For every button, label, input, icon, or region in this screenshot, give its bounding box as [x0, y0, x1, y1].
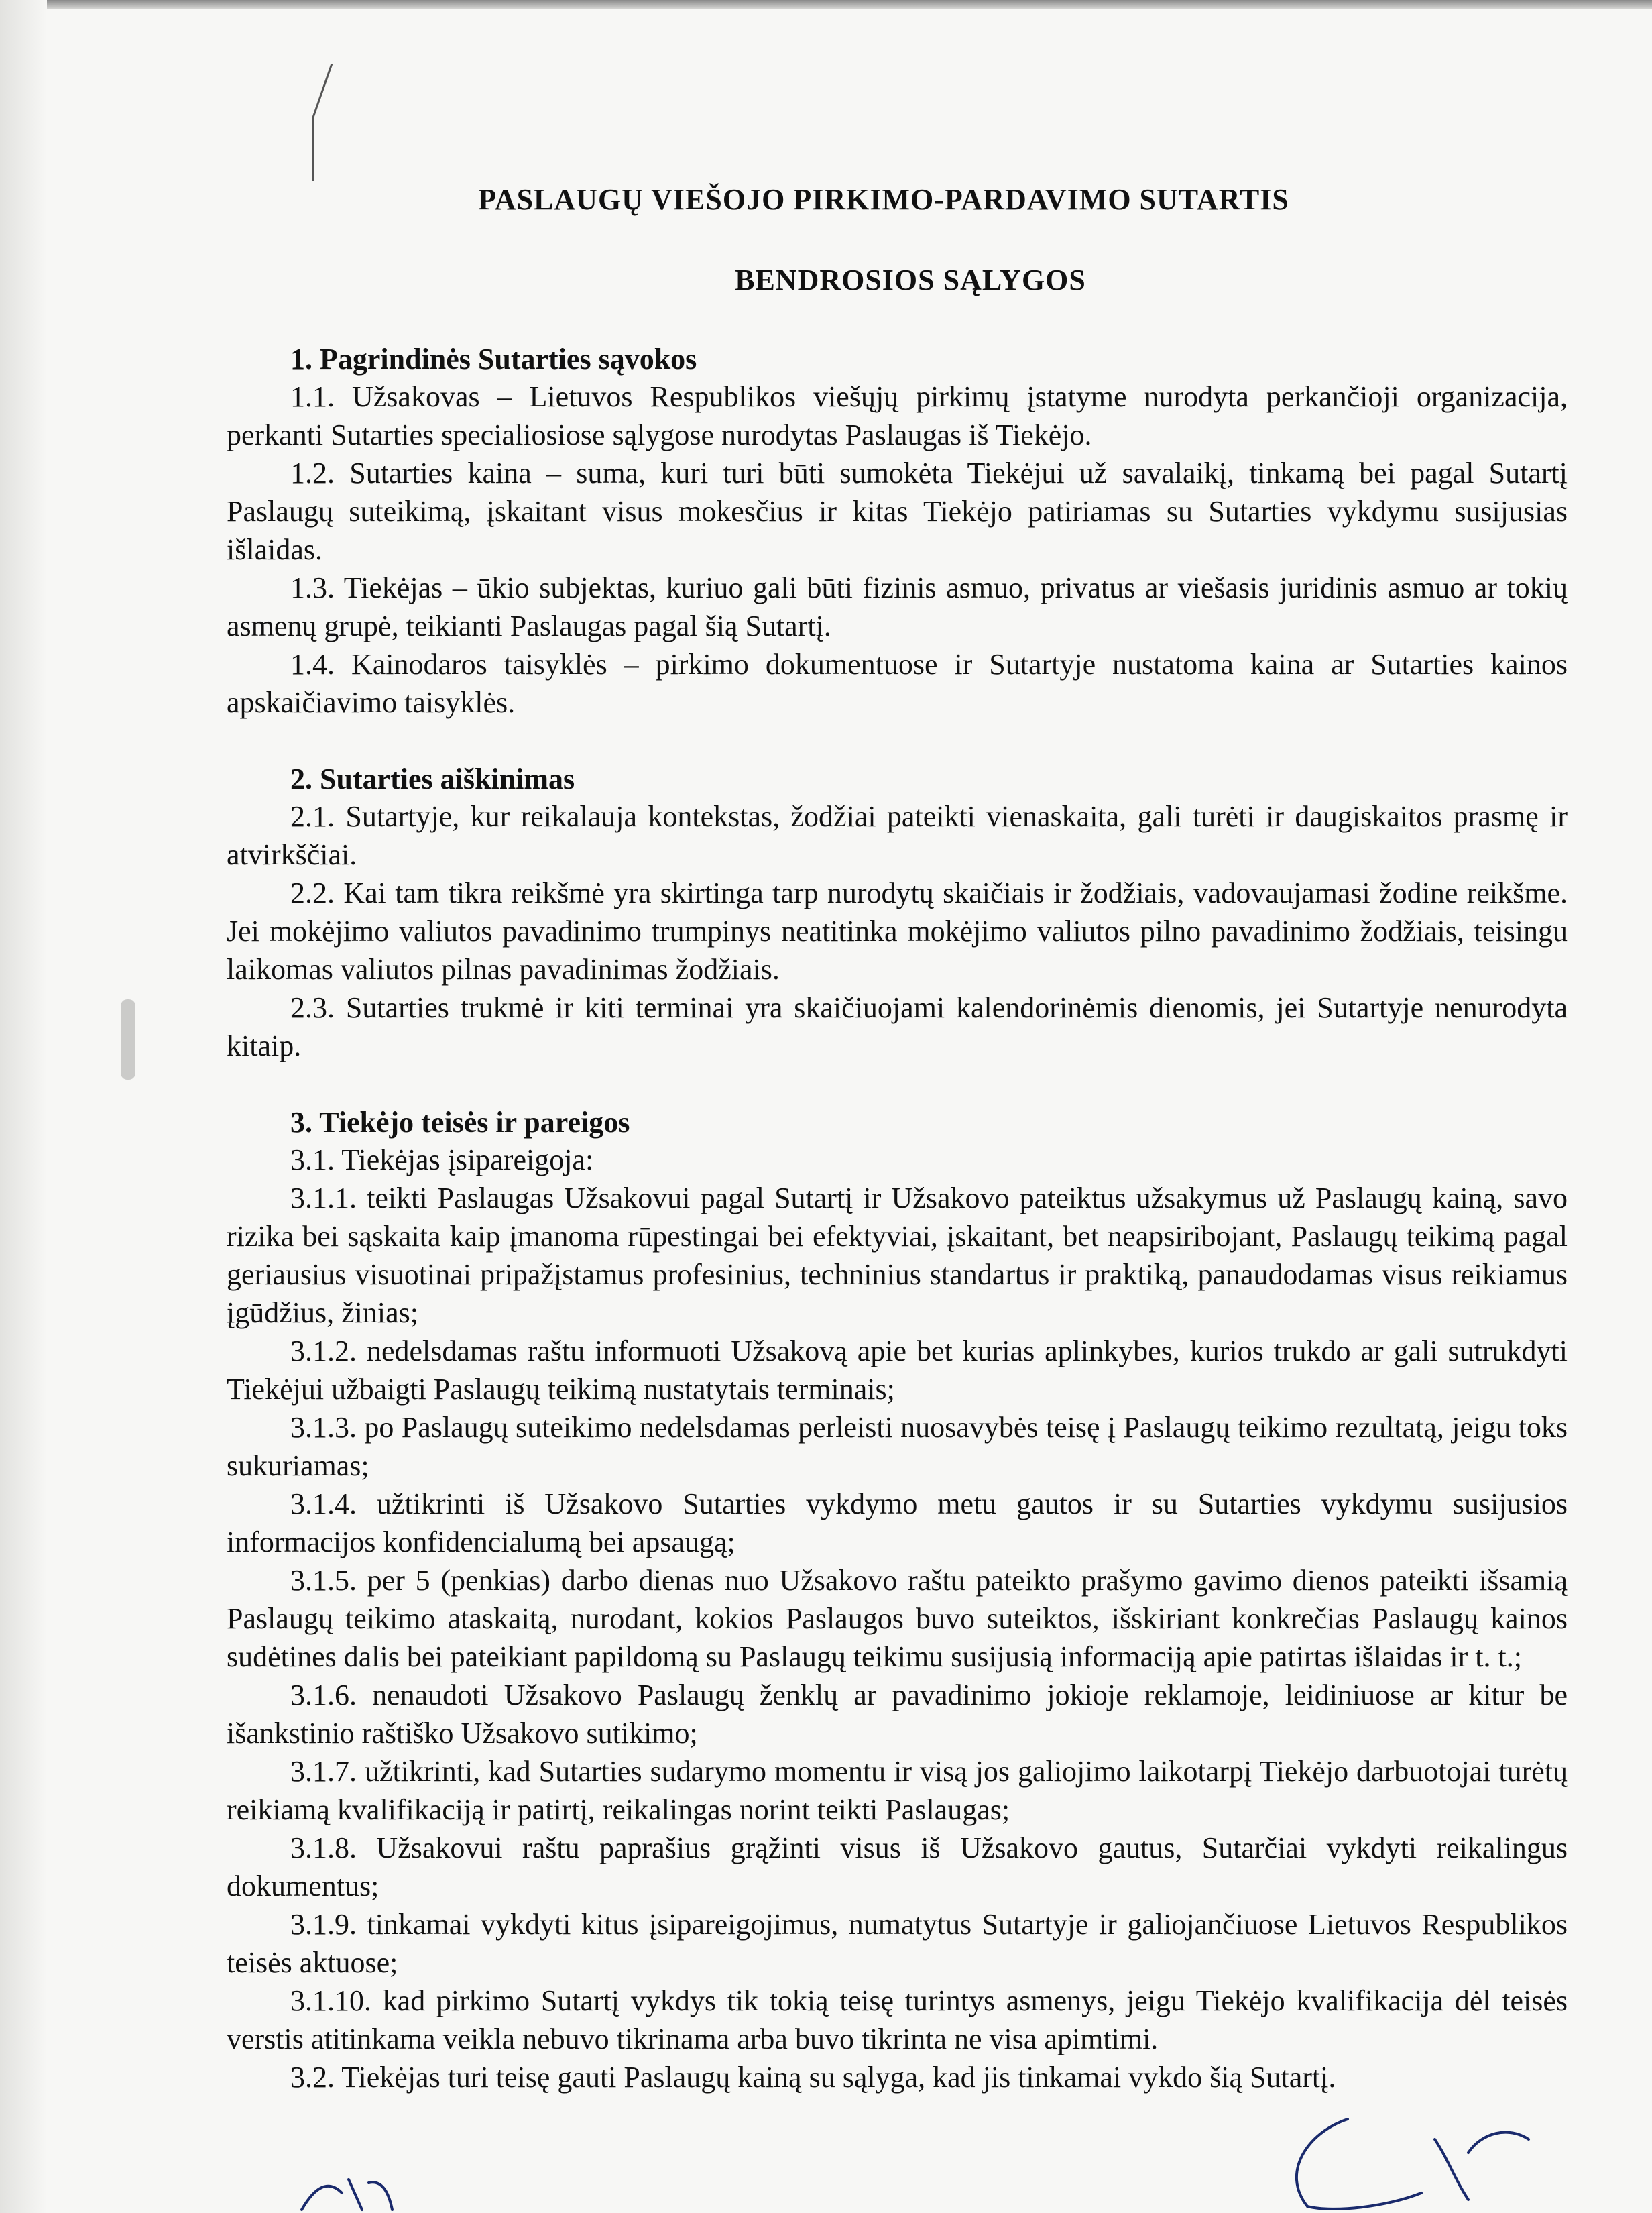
scan-smudge	[121, 999, 135, 1080]
page-left-edge	[0, 0, 47, 2213]
clause: 2.2. Kai tam tikra reikšmė yra skirtinga tarp nurodytų skaičiais ir žodžiais, vadovaujamasi žodine reikšme. Jei mokėjimo valiutos pavadinimo trumpinys neatitinka mokėjimo valiutos pilno pavadinimo žodžiais, teisingu laikomas valiutos pilnas pavadinimas žodžiais.	[227, 876, 1568, 986]
clause: 3.1.2. nedelsdamas raštu informuoti Užsakovą apie bet kurias aplinkybes, kurios trukdo ar gali sutrukdyti Tiekėjui užbaigti Paslaugų teikimą nustatytais terminais;	[227, 1335, 1568, 1406]
clause: 3.1.7. užtikrinti, kad Sutarties sudarymo momentu ir visą jos galiojimo laikotarpį Tiekėjo darbuotojai turėtų reikiamą kvalifikaciją ir patirtį, reikalingas norint teikti Paslaugas;	[227, 1755, 1568, 1826]
corner-mark	[305, 64, 345, 184]
section-supplier-rights	[227, 1104, 1568, 2096]
clause: 3.1.1. teikti Paslaugas Užsakovui pagal Sutartį ir Užsakovo pateiktus užsakymus už Paslaugų kainą, savo rizika bei sąskaita kaip įmanoma rūpestingai bei efektyviai, įskaitant, bet neapsiribojant, Paslaugų teikimą pagal geriausius visuotinai pripažįstamus profesinius, techninius standartus ir praktiką, panaudodamas visus reikiamus įgūdžius, žinias;	[227, 1182, 1568, 1329]
section-definitions	[227, 341, 1568, 722]
signature-mark	[1267, 2112, 1535, 2213]
clause: 3.2. Tiekėjas turi teisę gauti Paslaugų kainą su sąlyga, kad jis tinkamai vykdo šią Sutartį.	[290, 2061, 1336, 2094]
clause: 3.1.6. nenaudoti Užsakovo Paslaugų ženklų ar pavadinimo jokioje reklamoje, leidiniuose ar kitur be išankstinio raštiško Užsakovo sutikimo;	[227, 1679, 1568, 1750]
clause: 2.3. Sutarties trukmė ir kiti terminai yra skaičiuojami kalendorinėmis dienomis, jei Sutartyje nenurodyta kitaip.	[227, 991, 1568, 1062]
clause: 3.1.9. tinkamai vykdyti kitus įsipareigojimus, numatytus Sutartyje ir galiojančiuose Lietuvos Respublikos teisės aktuose;	[227, 1908, 1568, 1979]
clause: 1.2. Sutarties kaina – suma, kuri turi būti sumokėta Tiekėjui už savalaikį, tinkamą bei pagal Sutartį Paslaugų suteikimą, įskaitant visus mokesčius ir kitas Tiekėjo patiriamas su Sutarties vykdymu susijusias išlaidas.	[227, 457, 1568, 566]
initials-mark	[295, 2173, 396, 2213]
clause: 2.1. Sutartyje, kur reikalauja kontekstas, žodžiai pateikti vienaskaita, gali turėti ir daugiskaitos prasmę ir atvirkščiai.	[227, 800, 1568, 871]
clause: 1.1. Užsakovas – Lietuvos Respublikos viešųjų pirkimų įstatyme nurodyta perkančioji organizacija, perkanti Sutarties specialiosiose sąlygose nurodytas Paslaugas iš Tiekėjo.	[227, 380, 1568, 451]
page-top-edge	[0, 0, 1652, 9]
clause: 3.1.4. užtikrinti iš Užsakovo Sutarties vykdymo metu gautos ir su Sutarties vykdymu susijusios informacijos konfidencialumą bei apsaugą;	[227, 1487, 1568, 1558]
clause: 1.4. Kainodaros taisyklės – pirkimo dokumentuose ir Sutartyje nustatoma kaina ar Sutarties kainos apskaičiavimo taisyklės.	[227, 648, 1568, 719]
document-body	[227, 180, 1568, 2096]
document-title: PASLAUGŲ VIEŠOJO PIRKIMO-PARDAVIMO SUTARTIS	[478, 183, 1289, 216]
clause: 1.3. Tiekėjas – ūkio subjektas, kuriuo gali būti fizinis asmuo, privatus ar viešasis juridinis asmuo ar tokių asmenų grupė, teikianti Paslaugas pagal šią Sutartį.	[227, 571, 1568, 642]
section-interpretation	[227, 760, 1568, 1065]
section-heading: 1. Pagrindinės Sutarties sąvokos	[290, 343, 697, 376]
clause: 3.1.8. Užsakovui raštu paprašius grąžinti visus iš Užsakovo gautus, Sutarčiai vykdyti reikalingus dokumentus;	[227, 1831, 1568, 1903]
clause: 3.1.3. po Paslaugų suteikimo nedelsdamas perleisti nuosavybės teisę į Paslaugų teikimo rezultatą, jeigu toks sukuriamas;	[227, 1411, 1568, 1482]
section-heading: 3. Tiekėjo teisės ir pareigos	[290, 1106, 630, 1139]
clause: 3.1.10. kad pirkimo Sutartį vykdys tik tokią teisę turintys asmenys, jeigu Tiekėjo kvalifikacija dėl teisės verstis atitinkama veikla nebuvo tikrinama arba buvo tikrinta ne visa apimtimi.	[227, 1984, 1568, 2055]
clause: 3.1.5. per 5 (penkias) darbo dienas nuo Užsakovo raštu pateikto prašymo gavimo dienos pateikti išsamią Paslaugų teikimo ataskaitą, nurodant, kokios Paslaugos buvo suteiktos, išskiriant konkrečias Paslaugų kainos sudėtines dalis bei pateikiant papildomą su Paslaugų teikimu susijusią informaciją apie patirtas išlaidas ir t. t.;	[227, 1564, 1568, 1673]
document-subtitle: BENDROSIOS SĄLYGOS	[735, 264, 1086, 296]
clause: 3.1. Tiekėjas įsipareigoja:	[290, 1143, 594, 1176]
section-heading: 2. Sutarties aiškinimas	[290, 762, 575, 795]
